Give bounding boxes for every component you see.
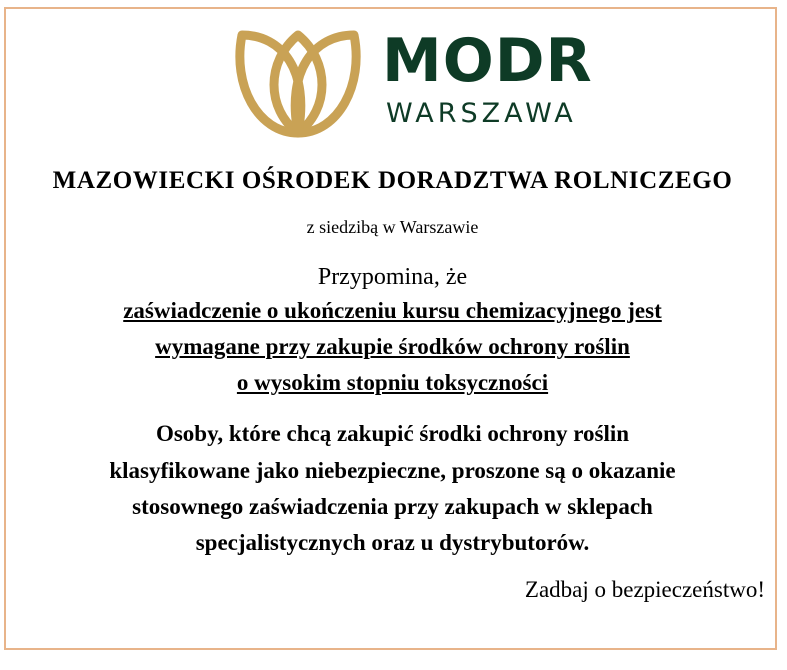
body-line: specjalistycznych oraz u dystrybutorów. (195, 530, 590, 555)
body-line: klasyfikowane jako niebezpieczne, proszone są o okazanie (109, 458, 676, 483)
organization-seat: z siedzibą w Warszawie (306, 217, 479, 237)
requirement-line: zaświadczenie o ukończeniu kursu chemizacyjnego jest (123, 298, 662, 323)
notice-frame (4, 7, 777, 650)
requirement-line: wymagane przy zakupie środków ochrony roślin (155, 334, 630, 359)
organization-name: MAZOWIECKI OŚRODEK DORADZTWA ROLNICZEGO (52, 167, 733, 194)
notice-intro: Przypomina, że (317, 264, 468, 290)
trefoil-leaf-icon (228, 21, 368, 145)
closing-text: Zadbaj o bezpieczeństwo! (524, 577, 765, 602)
body-line: stosownego zaświadczenia przy zakupach w sklepach (132, 494, 653, 519)
modr-logo (228, 21, 593, 151)
requirement-line: o wysokim stopniu toksyczności (236, 370, 549, 395)
logo-city-text: WARSZAWA (386, 98, 577, 129)
logo-brand-text: MODR (382, 26, 593, 96)
body-line: Osoby, które chcą zakupić środki ochrony roślin (155, 421, 630, 446)
